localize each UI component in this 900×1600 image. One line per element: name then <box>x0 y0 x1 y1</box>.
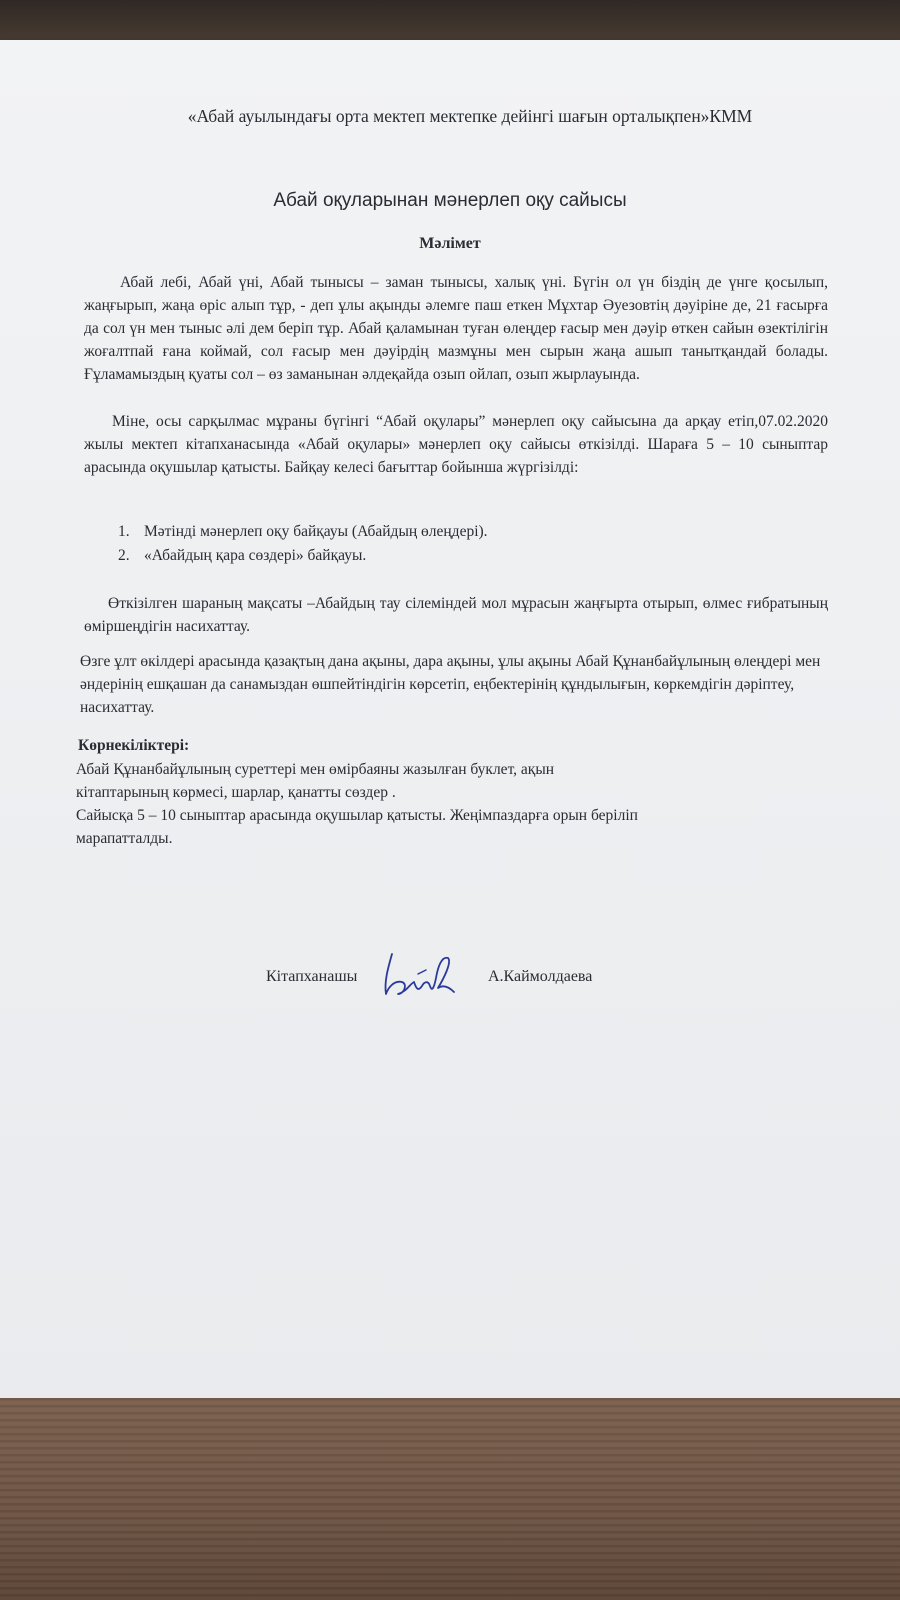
paragraph-intro: Абай лебі, Абай үні, Абай тынысы – заман тынысы, халық үні. Бүгін ол үн біздің де үнге қосылып, жаңғырып, жаңа өріс алып тұр, - деп ұлы ақынды әлемге паш еткен Мұхтар Әуезовтің дәуіріне де, 21 ғасырға да сол үн мен тыныс әлі дем беріп тұр. Абай қаламынан туған өлеңдер ғасыр мен дәуір өткен сайын өзектілігін жоғалтпай ғана коймай, сол ғасыр мен дәуірдің мазмұны мен сырын жаңа ашып танытқандай болады. Ғұламамыздың қуаты сол – өз заманынан әлдеқайда озып ойлап, озып жырлауында. <box>84 274 828 383</box>
table-surface-top <box>0 0 900 44</box>
visuals-line-2: кітаптарының көрмесі, шарлар, қанатты сөздер . <box>76 784 396 801</box>
list-item-number: 2. <box>118 547 130 564</box>
school-header: «Абай ауылындағы орта мектеп мектепке дейінгі шағын орталықпен»КММ <box>187 106 753 126</box>
visuals-heading: Көрнекіліктері: <box>78 737 190 754</box>
list-item <box>118 544 818 568</box>
paragraph-promotion: Өзге ұлт өкілдері арасында қазақтың дана ақыны, дара ақыны, ұлы ақыны Абай Құнанбайұлының өлеңдері мен әндерінің ешқашан да санамыздан өшпейтіндігін көрсетіп, еңбектерінің құндылығын, көркемдігін дәріптеу, насихаттау. <box>80 653 821 716</box>
signature-name: А.Каймолдаева <box>488 968 593 985</box>
handwritten-signature <box>378 948 458 1000</box>
list-item <box>118 520 818 544</box>
paragraph-event: Міне, осы сарқылмас мұраны бүгінгі “Абай оқулары” мәнерлеп оқу сайысына да арқау етіп,07.02.2020 жылы мектеп кітапханасында «Абай оқулары» мәнерлеп оқу сайысы өткізілді. Шараға 5 – 10 сыныптар арасында оқушылар қатысты. Байқау келесі бағыттар бойынша жүргізілді: <box>84 413 828 476</box>
list-item-text: Мәтінді мәнерлеп оқу байқауы (Абайдың өлеңдері). <box>144 523 488 540</box>
list-item-text: «Абайдың қара сөздері» байқауы. <box>144 547 367 564</box>
document-subtitle: Мәлімет <box>419 235 481 252</box>
visuals-line-3: Сайысқа 5 – 10 сыныптар арасында оқушылар қатысты. Жеңімпаздарға орын беріліп <box>76 807 638 824</box>
signature-role: Кітапханашы <box>266 968 358 985</box>
paragraph-goal: Өткізілген шараның мақсаты –Абайдың тау сілеміндей мол мұрасын жаңғырта отырып, өлмес ғибратының өміршеңдігін насихаттау. <box>84 595 828 635</box>
visuals-line-4: марапатталды. <box>76 830 173 847</box>
visuals-line-1: Абай Құнанбайұлының суреттері мен өмірбаяны жазылған буклет, ақын <box>76 761 555 778</box>
paragraph-visuals <box>76 758 836 850</box>
list-item-number: 1. <box>118 523 130 540</box>
document-title: Абай оқуларынан мәнерлеп оқу сайысы <box>273 190 627 211</box>
signature-block <box>266 948 686 998</box>
directions-list <box>118 520 818 568</box>
document-page <box>0 40 900 1400</box>
table-surface-bottom <box>0 1398 900 1600</box>
